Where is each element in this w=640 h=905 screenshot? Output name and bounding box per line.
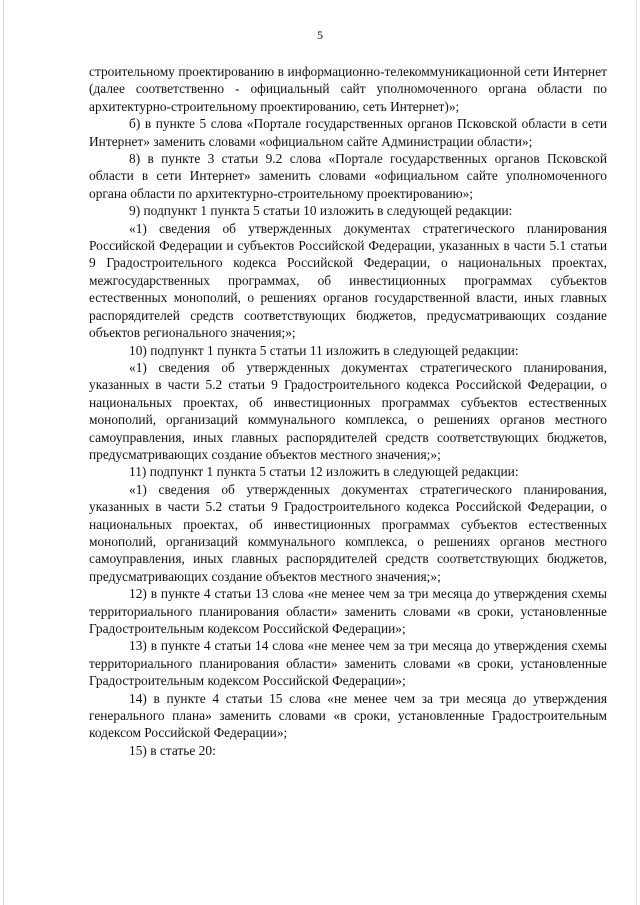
paragraph-item-8: 8) в пункте 3 статьи 9.2 слова «Портале государственных органов Псковской области в сети Интернет» заменить словами «официальном сайте уполномоченного органа области по архитектурно-строительному проектированию»; [89, 151, 607, 201]
scan-edge-right [636, 0, 637, 905]
paragraph-item-13: 13) в пункте 4 статьи 14 слова «не менее чем за три месяца до утверждения схемы территориального планирования области» заменить словами «в сроки, установленные Градостроительным кодексом Российской Федерации»; [89, 638, 607, 689]
page-number: 5 [317, 28, 323, 42]
paragraph-continuation: строительному проектированию в информационно-телекоммуникационной сети Интернет (далее соответственно - официальный сайт уполномоченного органа области по архитектурно-строительному проектированию, сеть Интернет)»; [89, 64, 607, 114]
paragraph-item-9-quote: «1) сведения об утвержденных документах стратегического планирования Российской Федерации и субъектов Российской Федерации, указанных в части 5.1 статьи 9 Градостроительного кодекса Российской Федерации, о национальных проектах, межгосударственных программах, об инвестиционных программах субъектов естественных монополий, о решениях органов государственной власти, иных главных распорядителей средств соответствующих бюджетов, предусматривающих создание объектов регионального значения;»; [89, 220, 607, 341]
paragraph-item-11-quote: «1) сведения об утвержденных документах стратегического планирования, указанных в части 5.2 статьи 9 Градостроительного кодекса Российской Федерации, о национальных проектах, об инвестиционных программах субъектов естественных монополий, организаций коммунального комплекса, о решениях органов местного самоуправления, иных главных распорядителей средств соответствующих бюджетов, предусматривающих создание объектов местного значения;»; [89, 481, 607, 584]
paragraph-item-14: 14) в пункте 4 статьи 15 слова «не менее чем за три месяца до утверждения генерального плана» заменить словами «в сроки, установленные Градостроительным кодексом Российской Федерации»; [89, 690, 607, 741]
paragraph-item-b: б) в пункте 5 слова «Портале государственных органов Псковской области в сети Интернет» заменить словами «официальном сайте Администрации области»; [89, 116, 607, 149]
paragraph-item-10-quote: «1) сведения об утвержденных документах стратегического планирования, указанных в части 5.2 статьи 9 Градостроительного кодекса Российской Федерации, о национальных проектах, об инвестиционных программах субъектов естественных монополий, организаций коммунального комплекса, о решениях органов местного самоуправления, иных главных распорядителей средств соответствующих бюджетов, предусматривающих создание объектов местного значения;»; [89, 359, 607, 462]
scan-edge-left [3, 0, 4, 905]
paragraph-item-10: 10) подпункт 1 пункта 5 статьи 11 изложить в следующей редакции: [129, 342, 519, 358]
paragraph-item-15: 15) в статье 20: [129, 742, 216, 758]
document-body [89, 63, 607, 759]
paragraph-item-9: 9) подпункт 1 пункта 5 статьи 10 изложить в следующей редакции: [129, 203, 513, 219]
paragraph-item-12: 12) в пункте 4 статьи 13 слова «не менее чем за три месяца до утверждения схемы территориального планирования области» заменить словами «в сроки, установленные Градостроительным кодексом Российской Федерации»; [89, 586, 607, 636]
paragraph-item-11: 11) подпункт 1 пункта 5 статьи 12 изложить в следующей редакции: [129, 464, 519, 480]
